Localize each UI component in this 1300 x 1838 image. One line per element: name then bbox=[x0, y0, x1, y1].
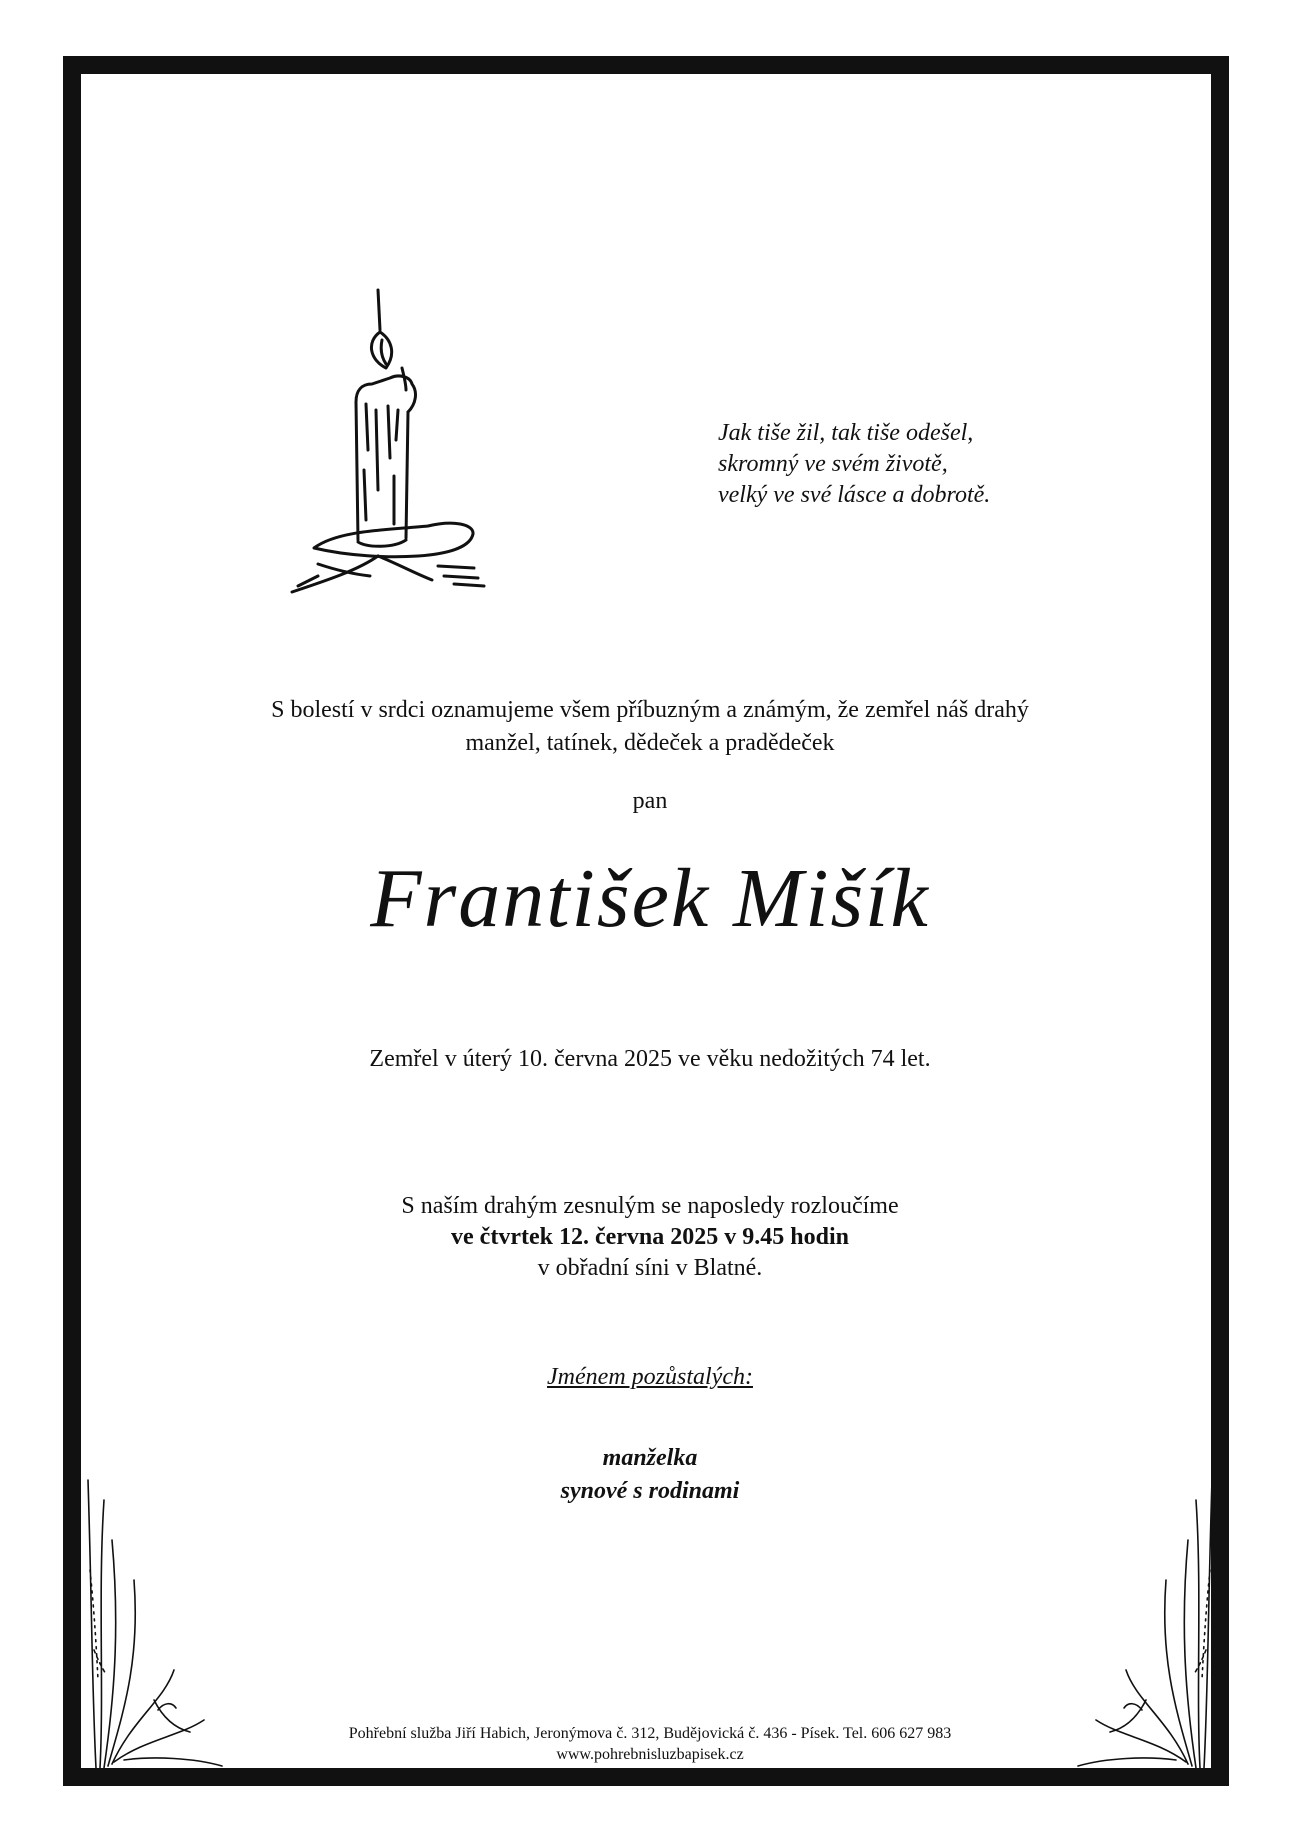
announcement bbox=[66, 694, 1234, 760]
farewell-details bbox=[66, 1191, 1234, 1284]
on-behalf-heading bbox=[66, 1364, 1234, 1391]
verse-line: velký ve své lásce a dobrotě. bbox=[718, 482, 991, 508]
announcement-line: S bolestí v srdci oznamujeme všem příbuzným a známým, že zemřel náš drahý bbox=[271, 697, 1029, 723]
announcement-line: manžel, tatínek, dědeček a pradědeček bbox=[465, 730, 835, 756]
survivor-item: manželka bbox=[602, 1445, 698, 1471]
verse-line: Jak tiše žil, tak tiše odešel, bbox=[718, 420, 974, 446]
death-notice: Zemřel v úterý 10. června 2025 ve věku nedožitých 74 let. bbox=[369, 1046, 931, 1072]
verse-line: skromný ve svém životě, bbox=[718, 451, 948, 477]
farewell-place: v obřadní síni v Blatné. bbox=[537, 1255, 763, 1281]
survivors-list bbox=[66, 1442, 1234, 1508]
survivor-item: synové s rodinami bbox=[560, 1478, 740, 1504]
farewell-line: S naším drahým zesnulým se naposledy rozloučíme bbox=[401, 1193, 899, 1219]
candle-icon bbox=[278, 280, 498, 596]
footer-website: www.pohrebnisluzbapisek.cz bbox=[556, 1746, 744, 1763]
honorific: pan bbox=[632, 788, 668, 814]
deceased-name: František Mišík bbox=[370, 852, 930, 945]
funeral-service-footer bbox=[66, 1723, 1234, 1765]
footer-contact: Pohřební služba Jiří Habich, Jeronýmova č. 312, Budějovická č. 436 - Písek. Tel. 606 627 983 bbox=[348, 1725, 952, 1742]
farewell-date-time: ve čtvrtek 12. června 2025 v 9.45 hodin bbox=[451, 1224, 849, 1250]
on-behalf-label: Jménem pozůstalých: bbox=[547, 1364, 753, 1390]
memorial-verse bbox=[718, 418, 1098, 511]
